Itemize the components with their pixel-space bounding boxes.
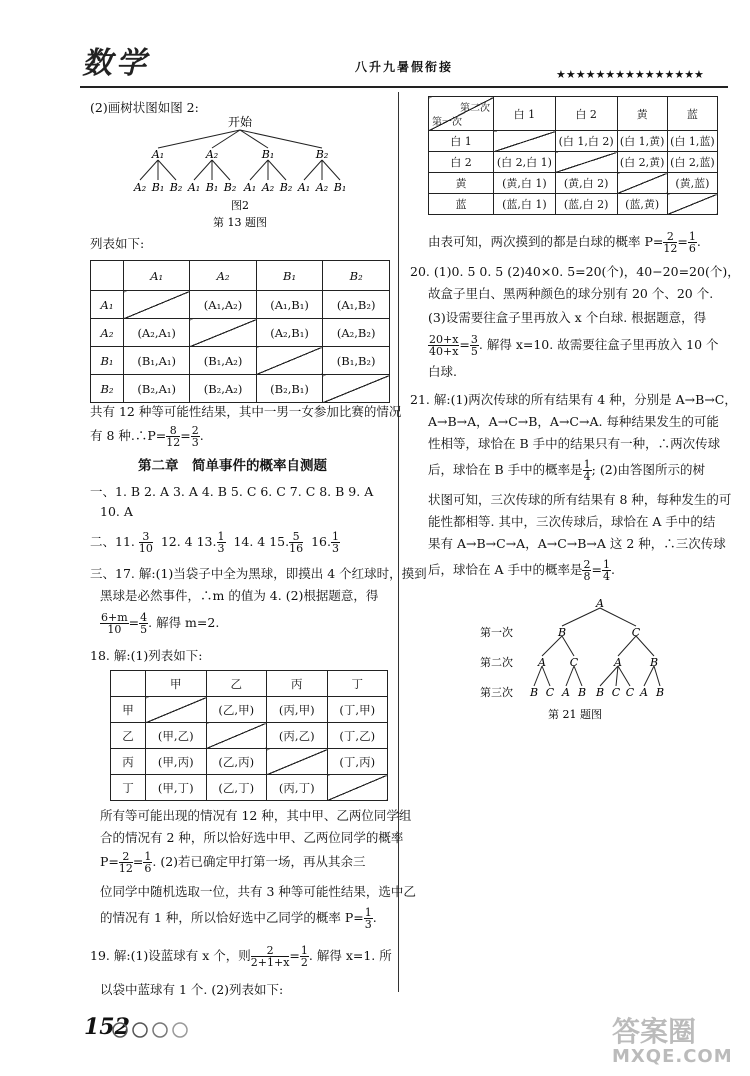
tree-leaf: A₁ xyxy=(187,181,201,194)
table-row-header: B₂ xyxy=(91,375,124,403)
answer-line: 所有等可能出现的情况有 12 种，其中甲、乙两位同学组 xyxy=(100,808,412,823)
level-labels xyxy=(480,625,513,699)
answer-line: 合的情况有 2 种，所以恰好选中甲、乙两位同学的概率 xyxy=(100,830,404,845)
tree-leaf: B xyxy=(595,686,605,699)
table-row-header: B₁ xyxy=(91,347,124,375)
table-cell: (白 1,蓝) xyxy=(667,131,717,152)
answer-line: 位同学中随机选取一位，共有 3 种等可能性结果，选中乙 xyxy=(100,884,416,899)
decorative-circles-icon xyxy=(110,1020,200,1040)
table-cell: (B₂,A₂) xyxy=(190,375,256,403)
table-cell: (丙,乙) xyxy=(267,723,328,749)
answer-line: 果有 A→B→C→A，A→C→B→A 这 2 种，∴三次传球 xyxy=(428,536,726,551)
table-cell: (丁,甲) xyxy=(327,697,388,723)
table-18 xyxy=(110,670,388,801)
answer-line: 以袋中蓝球有 1 个. (2)列表如下: xyxy=(100,982,284,997)
table-cell: (甲,丁) xyxy=(146,775,207,801)
table-cell: (A₁,B₂) xyxy=(323,291,390,319)
table-row-header: 蓝 xyxy=(429,194,494,215)
table-cell-diag xyxy=(146,697,207,723)
corner-top-label: 第二次 xyxy=(460,103,490,114)
answer-line: (3)设需要往盒子里再放入 x 个白球. 根据题意，得 xyxy=(428,310,707,325)
tree-diagram-21 xyxy=(470,596,680,724)
table-row-header: 乙 xyxy=(111,723,146,749)
tree-node: B₁ xyxy=(261,148,275,161)
table-cell: (乙,甲) xyxy=(206,697,267,723)
table-corner xyxy=(91,261,124,291)
figure-label: 图2 xyxy=(231,199,249,212)
tree-node: A₂ xyxy=(205,148,219,161)
answer-line: 21. 解:(1)两次传球的所有结果有 4 种，分别是 A→B→C， xyxy=(410,392,737,407)
table-cell-diag xyxy=(190,319,256,347)
table-cell: (A₂,B₁) xyxy=(256,319,323,347)
answer-line: 后，球恰在 B 手中的概率是 $\frac{1}{4}$ ; (2)由答图所示的树 xyxy=(428,458,706,483)
tree-leaf: A₂ xyxy=(133,181,147,194)
tree-leaf: B₂ xyxy=(279,181,293,194)
chapter-title: 第二章 简单事件的概率自测题 xyxy=(138,458,327,474)
tree-node: A xyxy=(538,656,546,669)
table-cell: (丙,丁) xyxy=(267,775,328,801)
tree-node: C xyxy=(631,626,641,639)
table-cell: (蓝,黄) xyxy=(617,194,667,215)
header-logo: 数学 xyxy=(82,46,150,81)
tree-node: B xyxy=(557,626,567,639)
tree-leaf: B₁ xyxy=(205,181,219,194)
table-cell: (乙,丙) xyxy=(206,749,267,775)
table-cell: (B₂,B₁) xyxy=(256,375,323,403)
table-col-header: 甲 xyxy=(146,671,207,697)
table-cell: (B₁,A₁) xyxy=(124,347,190,375)
answer-line: 一、1. B 2. A 3. A 4. B 5. C 6. C 7. C 8. B 9. A xyxy=(90,484,374,499)
table-cell-diag xyxy=(256,347,323,375)
watermark-url: MXQE.COM xyxy=(612,1046,733,1067)
tree-root: A xyxy=(596,597,604,610)
tree-diagram-13 xyxy=(120,112,360,230)
table-cell-diag xyxy=(323,375,390,403)
table-cell-diag xyxy=(206,723,267,749)
table-row-header: 黄 xyxy=(429,173,494,194)
answer-line: 黑球是必然事件，∴m 的值为 4. (2)根据题意，得 xyxy=(100,588,379,603)
header-rule xyxy=(80,86,728,88)
level-label: 第一次 xyxy=(480,626,513,639)
answer-line: 能性都相等. 其中，三次传球后，球恰在 A 手中的结 xyxy=(428,514,716,529)
table-row-header: 白 1 xyxy=(429,131,494,152)
header-stars: ★★★★★★★★★★★★★★★ xyxy=(556,68,704,81)
tree-edges xyxy=(140,130,340,180)
table-cell: (白 2,蓝) xyxy=(667,152,717,173)
tree-leaf: B₂ xyxy=(223,181,237,194)
table-row-header: 甲 xyxy=(111,697,146,723)
table-cell-diag xyxy=(617,173,667,194)
table-cell: (蓝,白 2) xyxy=(555,194,617,215)
table-cell: (丙,甲) xyxy=(267,697,328,723)
answer-line: 故盒子里白、黑两种颜色的球分别有 20 个、20 个. xyxy=(428,286,714,301)
tree-edges xyxy=(534,608,660,686)
table-cell: (B₁,A₂) xyxy=(190,347,256,375)
tree-leaf: B₁ xyxy=(151,181,165,194)
answer-line: 性相等，球恰在 B 手中的结果只有一种，∴两次传球 xyxy=(428,436,721,451)
tree-leaf: B xyxy=(577,686,587,699)
table-cell-diag xyxy=(667,194,717,215)
tree-node: A₁ xyxy=(151,148,165,161)
tree-leaf: B₂ xyxy=(169,181,183,194)
table-row-header: A₂ xyxy=(91,319,124,347)
table-cell: (白 2,黄) xyxy=(617,152,667,173)
figure-caption: 第 21 题图 xyxy=(548,708,602,721)
table-row-header: A₁ xyxy=(91,291,124,319)
table-cell-diag xyxy=(267,749,328,775)
header-subtitle: 八升九暑假衔接 xyxy=(355,60,454,74)
answer-line: 的情况有 1 种，所以恰好选中乙同学的概率 P= $\frac{1}{3}$ . xyxy=(100,906,377,931)
tree-node: A xyxy=(614,656,622,669)
tree-leaf: C xyxy=(625,686,635,699)
table-col-header: 乙 xyxy=(206,671,267,697)
tree-leaf: C xyxy=(611,686,621,699)
table-row-header: 丁 xyxy=(111,775,146,801)
table-col-header: 白 2 xyxy=(555,97,617,131)
answer-line: 由表可知，两次摸到的都是白球的概率 P= $\frac{2}{12}$ = $\frac{1}{6}$ . xyxy=(428,230,701,255)
table-corner-split xyxy=(429,97,494,131)
answer-line: 18. 解:(1)列表如下: xyxy=(90,648,203,663)
text-line: 有 8 种.∴P= $\frac{8}{12}$ = $\frac{2}{3}$ . xyxy=(90,424,204,449)
table-col-header: 黄 xyxy=(617,97,667,131)
corner-bottom-label: 第一次 xyxy=(432,117,462,128)
table-row-header: 丙 xyxy=(111,749,146,775)
page-number: 152 xyxy=(84,1014,130,1040)
watermark-logo: 答案圈 xyxy=(612,1015,697,1048)
table-cell: (丁,乙) xyxy=(327,723,388,749)
table-cell: (A₁,B₁) xyxy=(256,291,323,319)
tree-leaf: A₁ xyxy=(243,181,257,194)
answer-line: 状图可知，三次传球的所有结果有 8 种，每种发生的可 xyxy=(428,492,732,507)
table-cell: (A₁,A₂) xyxy=(190,291,256,319)
table-row-header: 白 2 xyxy=(429,152,494,173)
table-cell: (乙,丁) xyxy=(206,775,267,801)
text-line: 列表如下: xyxy=(90,236,145,251)
answer-line: A→B→A，A→C→B，A→C→A. 每种结果发生的可能 xyxy=(428,414,719,429)
table-col-header: A₁ xyxy=(124,261,190,291)
table-cell-diag xyxy=(327,775,388,801)
level-label: 第三次 xyxy=(480,686,513,699)
table-cell-diag xyxy=(555,152,617,173)
table-col-header: 丁 xyxy=(327,671,388,697)
table-corner xyxy=(111,671,146,697)
answer-line: 10. A xyxy=(100,504,133,519)
answer-line: 后，球恰在 A 手中的概率是 $\frac{2}{8}$ = $\frac{1}{4}$ . xyxy=(428,558,615,583)
tree-leaf: B₁ xyxy=(333,181,347,194)
table-cell: (A₂,B₂) xyxy=(323,319,390,347)
tree-leaf: A xyxy=(562,686,570,699)
table-13 xyxy=(90,260,390,403)
tree-leaf: A xyxy=(640,686,648,699)
tree-root: 开始 xyxy=(227,115,253,129)
tree-leaf: A₁ xyxy=(297,181,311,194)
tree-leaf: A₂ xyxy=(261,181,275,194)
table-cell: (白 1,白 2) xyxy=(555,131,617,152)
tree-leaf: A₂ xyxy=(315,181,329,194)
table-cell: (白 2,白 1) xyxy=(494,152,556,173)
answer-line: 三、17. 解:(1)当袋子中全为黑球，即摸出 4 个红球时，摸到 xyxy=(90,566,427,581)
tree-leaf: B xyxy=(529,686,539,699)
table-cell: (A₂,A₁) xyxy=(124,319,190,347)
answer-line: P= $\frac{2}{12}$ = $\frac{1}{6}$ . (2)若已确定甲打第一场，再从其余三 xyxy=(100,850,366,875)
text-line: 共有 12 种等可能性结果，其中一男一女参加比赛的情况 xyxy=(90,404,402,419)
tree-node: B xyxy=(649,656,659,669)
table-cell-diag xyxy=(124,291,190,319)
table-cell: (甲,丙) xyxy=(146,749,207,775)
answer-line: 19. 解:(1)设蓝球有 x 个，则 $\frac{2}{2+1+x}$ = $\frac{1}{2}$ . 解得 x=1. 所 xyxy=(90,944,392,969)
figure-caption: 第 13 题图 xyxy=(213,216,267,229)
table-cell: (丁,丙) xyxy=(327,749,388,775)
answer-line: 白球. xyxy=(428,364,457,379)
table-cell: (B₁,B₂) xyxy=(323,347,390,375)
table-cell: (B₂,A₁) xyxy=(124,375,190,403)
table-col-header: 白 1 xyxy=(494,97,556,131)
table-19 xyxy=(428,96,718,215)
table-col-header: B₂ xyxy=(323,261,390,291)
text-line: (2)画树状图如图 2: xyxy=(90,100,199,115)
table-cell: (黄,白 2) xyxy=(555,173,617,194)
table-cell: (黄,蓝) xyxy=(667,173,717,194)
column-divider xyxy=(398,92,399,992)
table-cell: (黄,白 1) xyxy=(494,173,556,194)
answer-line: 二、11. $\frac{3}{10}$ 12. 4 13. $\frac{1}{3}$ 14. 4 15. $\frac{5}{16}$ 16. $\frac{1}{3}$ xyxy=(90,530,339,555)
answer-line: 20. (1)0. 5 0. 5 (2)40×0. 5=20(个)，40−20=20(个)， xyxy=(410,264,740,279)
tree-leaf: B xyxy=(655,686,665,699)
answer-line: $\frac{6+m}{10}$ = $\frac{4}{5}$ . 解得 m=2. xyxy=(101,611,220,636)
table-cell: (甲,乙) xyxy=(146,723,207,749)
level-label: 第二次 xyxy=(480,656,513,669)
tree-node: C xyxy=(569,656,579,669)
table-cell-diag xyxy=(494,131,556,152)
table-col-header: B₁ xyxy=(256,261,323,291)
tree-leaf: C xyxy=(545,686,555,699)
table-cell: (白 1,黄) xyxy=(617,131,667,152)
tree-node: B₂ xyxy=(315,148,329,161)
table-col-header: 蓝 xyxy=(667,97,717,131)
answer-line: $\frac{20+x}{40+x}$ = $\frac{3}{5}$ . 解得 x=10. 故需要往盒子里再放入 10 个 xyxy=(429,333,719,358)
table-col-header: A₂ xyxy=(190,261,256,291)
table-col-header: 丙 xyxy=(267,671,328,697)
table-cell: (蓝,白 1) xyxy=(494,194,556,215)
